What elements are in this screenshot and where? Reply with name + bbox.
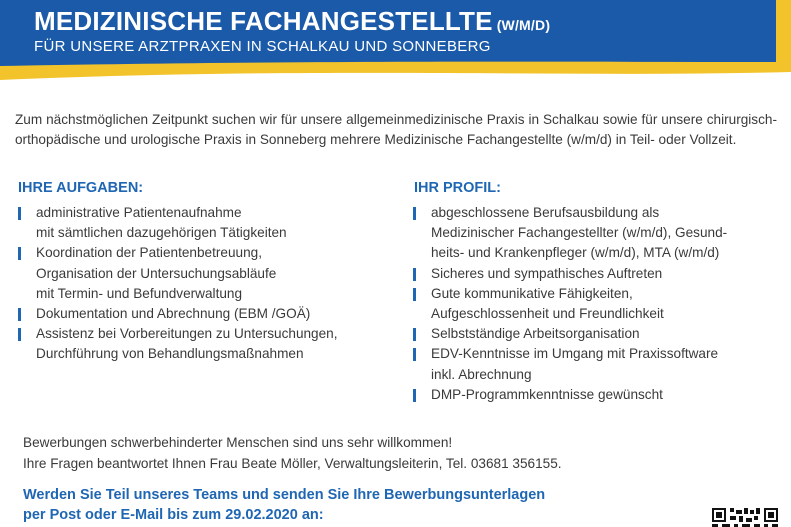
bullet-bar-icon xyxy=(413,268,416,281)
list-item-text: EDV-Kenntnisse im Umgang mit Praxissoftware inkl. Abrechnung xyxy=(431,346,719,382)
qr-code-icon xyxy=(712,508,778,527)
notice-line-2: Ihre Fragen beantwortet Ihnen Frau Beate Möller, Verwaltungsleiterin, Tel. 03681 356155. xyxy=(23,456,562,471)
list-item xyxy=(411,203,781,264)
title-suffix: (W/M/D) xyxy=(496,17,551,33)
bullet-bar-icon xyxy=(18,308,21,321)
bullet-bar-icon xyxy=(413,207,416,220)
list-item xyxy=(16,243,396,304)
intro-paragraph: Zum nächstmöglichen Zeitpunkt suchen wir für unsere allgemeinmedizinische Praxis in Schalkau sowie für unsere chirurgisch-orthopädische und urologische Praxis in Sonneberg mehrere Medizinische Fachangestellte (w/m/d) in Teil- oder Vollzeit. xyxy=(15,112,777,147)
notice-line-1: Bewerbungen schwerbehinderter Menschen sind uns sehr willkommen! xyxy=(23,435,453,450)
page-title: MEDIZINISCHE FACHANGESTELLTE (W/M/D) xyxy=(34,6,551,36)
list-item xyxy=(411,264,781,284)
aufgaben-list xyxy=(16,203,396,365)
bullet-bar-icon xyxy=(413,328,416,341)
list-item xyxy=(411,385,781,405)
list-item xyxy=(411,284,781,324)
bullet-bar-icon xyxy=(18,247,21,260)
bullet-bar-icon xyxy=(18,328,21,341)
list-item xyxy=(411,344,781,384)
list-item-text: abgeschlossene Berufsausbildung als Medizinischer Fachangestellter (w/m/d), Gesund- heits- und Krankenpfleger (w/m/d), MTA (w/m/d) xyxy=(431,205,728,261)
aufgaben-heading: IHRE AUFGABEN: xyxy=(18,180,144,196)
list-item-text: Koordination der Patientenbetreuung, Organisation der Untersuchungsabläufe mit Termin- und Befundverwaltung xyxy=(36,245,277,301)
call-to-action xyxy=(23,485,545,525)
list-item-text: Sicheres und sympathisches Auftreten xyxy=(431,265,663,281)
profil-list xyxy=(411,203,781,405)
notice-block xyxy=(23,432,562,474)
bullet-bar-icon xyxy=(18,207,21,220)
list-item-text: administrative Patientenaufnahme mit sämtlichen dazugehörigen Tätigkeiten xyxy=(36,205,287,241)
list-item-text: DMP-Programmkenntnisse gewünscht xyxy=(431,386,663,402)
cta-line-1: Werden Sie Teil unseres Teams und senden Sie Ihre Bewerbungsunterlagen xyxy=(23,487,546,503)
profil-heading: IHR PROFIL: xyxy=(414,180,501,196)
list-item-text: Selbstständige Arbeitsorganisation xyxy=(431,326,640,342)
list-item xyxy=(16,304,396,324)
header-banner xyxy=(0,0,791,96)
list-item-text: Assistenz bei Vorbereitungen zu Untersuchungen, Durchführung von Behandlungsmaßnahmen xyxy=(36,326,338,362)
bullet-bar-icon xyxy=(413,389,416,402)
list-item-text: Dokumentation und Abrechnung (EBM /GOÄ) xyxy=(36,306,311,322)
cta-line-2: per Post oder E-Mail bis zum 29.02.2020 an: xyxy=(23,507,324,523)
list-item xyxy=(16,203,396,243)
page-subtitle: FÜR UNSERE ARZTPRAXEN IN SCHALKAU UND SONNEBERG xyxy=(34,38,491,55)
bullet-bar-icon xyxy=(413,348,416,361)
list-item-text: Gute kommunikative Fähigkeiten, Aufgeschlossenheit und Freundlichkeit xyxy=(431,285,664,322)
list-item xyxy=(16,324,396,364)
bullet-bar-icon xyxy=(413,288,416,301)
list-item xyxy=(411,324,781,344)
